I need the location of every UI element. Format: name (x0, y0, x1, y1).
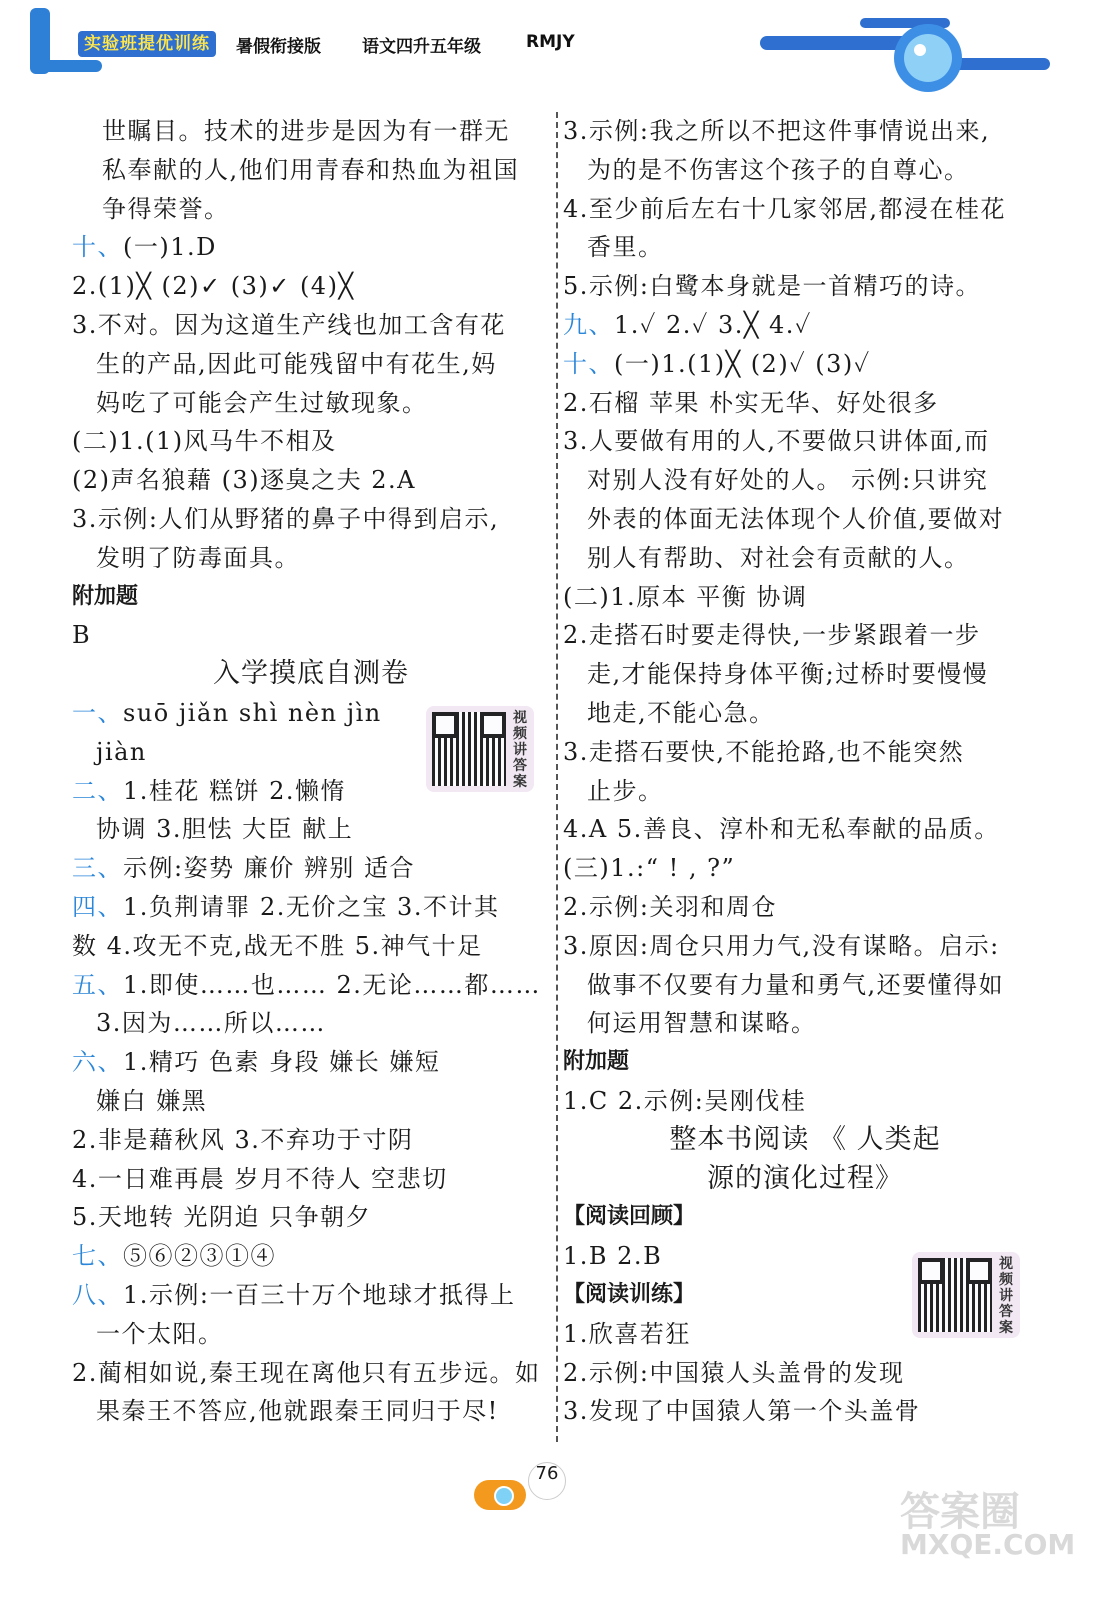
answer-text: 1.桂花 糕饼 2.懒惰 (123, 776, 347, 805)
answer-line (563, 694, 1047, 733)
answer-text: 3.走搭石要快,不能抢路,也不能突然 (563, 737, 965, 766)
answer-line (72, 927, 550, 966)
answer-text: 嫌白 嫌黑 (96, 1086, 208, 1115)
answer-line (72, 1121, 550, 1160)
answer-text: 对别人没有好处的人。 示例:只讲究 (587, 466, 989, 495)
answer-text: (一)1.D (123, 233, 217, 262)
answer-text: 附加题 (72, 583, 139, 609)
answer-text: 为的是不伤害这个孩子的自尊心。 (587, 155, 970, 184)
series-logo: 实验班提优训练 (78, 31, 216, 57)
answer-text: 【阅读回顾】 (563, 1204, 696, 1230)
answer-line (72, 1392, 550, 1431)
section-number: 九、 (563, 310, 614, 339)
answer-text: 走,才能保持身体平衡;过桥时要慢慢 (587, 660, 989, 689)
answer-text: 生的产品,因此可能残留中有花生,妈 (96, 349, 497, 378)
answer-text: 4.至少前后左右十几家邻居,都浸在桂花 (563, 194, 1007, 223)
answer-text: 何运用智慧和谋略。 (587, 1009, 817, 1038)
answer-text: 果秦王不答应,他就跟秦王同归于尽! (96, 1397, 499, 1426)
section-number: 十、 (563, 349, 614, 378)
answer-line (563, 151, 1047, 190)
answer-line (563, 306, 1047, 345)
answer-text: 5.示例:白鹭本身就是一首精巧的诗。 (563, 272, 981, 301)
subject-label: 语文四升五年级 (362, 37, 481, 57)
answer-line (563, 1043, 1047, 1082)
section-number: 十、 (72, 233, 123, 262)
answer-line (72, 151, 550, 190)
answer-line (72, 384, 550, 423)
answer-text: suō jiǎn shì nèn jìn (123, 698, 382, 727)
answer-line (563, 655, 1047, 694)
answer-line (72, 539, 550, 578)
answer-text: jiàn (96, 737, 147, 766)
answer-line (563, 1160, 1047, 1199)
answer-line (563, 384, 1047, 423)
answer-text: 香里。 (587, 233, 664, 262)
qr-code-video-answer[interactable] (426, 706, 534, 792)
answer-line (72, 1004, 550, 1043)
answer-line (563, 927, 1047, 966)
answer-line (72, 966, 550, 1005)
answer-line (72, 228, 550, 267)
answer-text: (二)1.原本 平衡 协调 (563, 582, 808, 611)
answer-text: 1.欣喜若狂 (563, 1319, 691, 1348)
qr-code-video-answer-2[interactable] (912, 1252, 1020, 1338)
answer-text: 源的演化过程》 (707, 1162, 903, 1194)
answer-line (563, 1354, 1047, 1393)
answer-text: 发明了防毒面具。 (96, 543, 300, 572)
section-number: 三、 (72, 854, 123, 883)
answer-line (72, 112, 550, 151)
section-number: 八、 (72, 1280, 123, 1309)
answer-text: 3.因为……所以…… (96, 1009, 326, 1038)
answer-text: 1.示例:一百三十万个地球才抵得上 (123, 1280, 516, 1309)
answer-line (563, 500, 1047, 539)
watermark-url: MXQE.COM (900, 1528, 1076, 1561)
answer-line (563, 849, 1047, 888)
answer-text: 示例:姿势 廉价 辨别 适合 (123, 854, 415, 883)
answer-line (563, 345, 1047, 384)
answer-line (72, 1237, 550, 1276)
answer-text: 妈吃了可能会产生过敏现象。 (96, 388, 428, 417)
answer-text: 数 4.攻无不克,战无不胜 5.神气十足 (72, 931, 483, 960)
answer-line (563, 1004, 1047, 1043)
answer-text: 地走,不能心急。 (587, 698, 775, 727)
answer-text: 入学摸底自测卷 (213, 658, 409, 690)
answer-text: B (72, 621, 92, 650)
watermark-logo: 答案圈 (900, 1489, 1020, 1535)
answer-line (563, 1392, 1047, 1431)
answer-text: 别人有帮助、对社会有贡献的人。 (587, 543, 970, 572)
answer-line (72, 190, 550, 229)
answer-text: 2.蔺相如说,秦王现在离他只有五步远。如 (72, 1358, 541, 1387)
answer-line (563, 228, 1047, 267)
header-decoration-2 (42, 60, 102, 72)
answer-text: 1.C 2.示例:吴刚伐桂 (563, 1086, 807, 1115)
answer-line (72, 1354, 550, 1393)
answer-line (72, 345, 550, 384)
answer-text: 私奉献的人,他们用青春和热血为祖国 (102, 155, 520, 184)
answer-line (563, 1121, 1047, 1160)
answer-line (72, 500, 550, 539)
answer-line (72, 888, 550, 927)
answer-line (563, 616, 1047, 655)
answer-line (72, 1276, 550, 1315)
answer-text: (三)1.:“ ! , ?” (563, 854, 736, 883)
column-divider (556, 112, 558, 1442)
qr-label: 视频讲答案 (999, 1256, 1013, 1336)
answer-line (72, 461, 550, 500)
answer-text: 止步。 (587, 776, 664, 805)
answer-text: 4.一日难再晨 岁月不待人 空悲切 (72, 1164, 448, 1193)
answer-text: 1.负荆请罪 2.无价之宝 3.不计其 (123, 892, 500, 921)
answer-text: 4.A 5.善良、淳朴和无私奉献的品质。 (563, 815, 1000, 844)
section-number: 二、 (72, 776, 123, 805)
answer-line (563, 772, 1047, 811)
answer-text: 做事不仅要有力量和勇气,还要懂得如 (587, 970, 1005, 999)
answer-line (72, 578, 550, 617)
answer-text: 争得荣誉。 (102, 194, 230, 223)
answer-line (563, 539, 1047, 578)
answer-text: 【阅读训练】 (563, 1281, 696, 1307)
answer-line (72, 306, 550, 345)
answer-line (563, 422, 1047, 461)
answer-line (72, 655, 550, 694)
qr-code-icon (432, 712, 506, 786)
answer-text: 1.✓ 2.✓ 3.╳ 4.✓ (614, 310, 812, 339)
answer-text: 世瞩目。技术的进步是因为有一群无 (102, 117, 510, 145)
qr-label: 视频讲答案 (513, 710, 527, 790)
answer-line (72, 1198, 550, 1237)
answer-line (563, 733, 1047, 772)
answer-text: 2.非是藉秋风 3.不弃功于寸阴 (72, 1125, 414, 1154)
answer-text: 2.示例:中国猿人头盖骨的发现 (563, 1358, 905, 1387)
answer-line (563, 1198, 1047, 1237)
answer-text: 协调 3.胆怯 大臣 献上 (96, 815, 354, 844)
answer-text: 2.(1)╳ (2)✓ (3)✓ (4)╳ (72, 272, 355, 301)
answer-text: 一个太阳。 (96, 1319, 224, 1348)
answer-text: 5.天地转 光阴迫 只争朝夕 (72, 1203, 372, 1232)
answer-line (72, 1160, 550, 1199)
answer-line (563, 810, 1047, 849)
answer-line (563, 888, 1047, 927)
code-label: RMJY (526, 32, 575, 52)
answer-text: 2.示例:关羽和周仓 (563, 892, 777, 921)
answer-text: 1.B 2.B (563, 1242, 663, 1271)
answer-line (563, 966, 1047, 1005)
answer-text: 2.走搭石时要走得快,一步紧跟着一步 (563, 621, 981, 650)
qr-code-icon (918, 1258, 992, 1332)
answer-line (563, 1082, 1047, 1121)
answer-line (72, 267, 550, 306)
answer-text: ⑤⑥②③①④ (123, 1242, 276, 1271)
answer-line (563, 267, 1047, 306)
answer-line (563, 190, 1047, 229)
spaceship-illustration (760, 10, 1050, 100)
answer-line (72, 422, 550, 461)
answer-text: 1.精巧 色素 身段 嫌长 嫌短 (123, 1048, 441, 1077)
answer-text: (2)声名狼藉 (3)逐臭之夫 2.A (72, 466, 416, 495)
section-number: 一、 (72, 698, 123, 727)
answer-line (72, 616, 550, 655)
section-number: 六、 (72, 1048, 123, 1077)
answer-line (72, 810, 550, 849)
answer-line (72, 1082, 550, 1121)
section-number: 五、 (72, 970, 123, 999)
right-column (563, 112, 1047, 1431)
answer-text: 外表的体面无法体现个人价值,要做对 (587, 504, 1005, 533)
answer-line (563, 112, 1047, 151)
page-number: 76 (528, 1462, 566, 1500)
answer-text: 3.人要做有用的人,不要做只讲体面,而 (563, 427, 990, 456)
section-number: 四、 (72, 892, 123, 921)
answer-line (563, 461, 1047, 500)
answer-line (72, 1043, 550, 1082)
answer-text: (二)1.(1)风马牛不相及 (72, 427, 337, 456)
answer-text: 3.示例:我之所以不把这件事情说出来, (563, 117, 991, 145)
answer-text: 整本书阅读 《 人类起 (669, 1123, 941, 1155)
answer-text: 3.原因:周仓只用力气,没有谋略。启示: (563, 931, 1000, 960)
section-number: 七、 (72, 1242, 123, 1271)
answer-text: (一)1.(1)╳ (2)✓ (3)✓ (614, 349, 871, 378)
answer-text: 2.石榴 苹果 朴实无华、好处很多 (563, 388, 939, 417)
page-header (0, 0, 1093, 110)
answer-text: 3.发现了中国猿人第一个头盖骨 (563, 1397, 921, 1426)
answer-text: 3.不对。因为这道生产线也加工含有花 (72, 310, 506, 339)
submarine-window-icon (494, 1486, 514, 1506)
answer-line (72, 1315, 550, 1354)
answer-text: 3.示例:人们从野猪的鼻子中得到启示, (72, 504, 500, 533)
answer-line (72, 849, 550, 888)
answer-text: 附加题 (563, 1049, 630, 1075)
answer-line (563, 578, 1047, 617)
answer-text: 1.即使……也…… 2.无论……都…… (123, 970, 541, 999)
edition-label: 暑假衔接版 (236, 37, 321, 57)
